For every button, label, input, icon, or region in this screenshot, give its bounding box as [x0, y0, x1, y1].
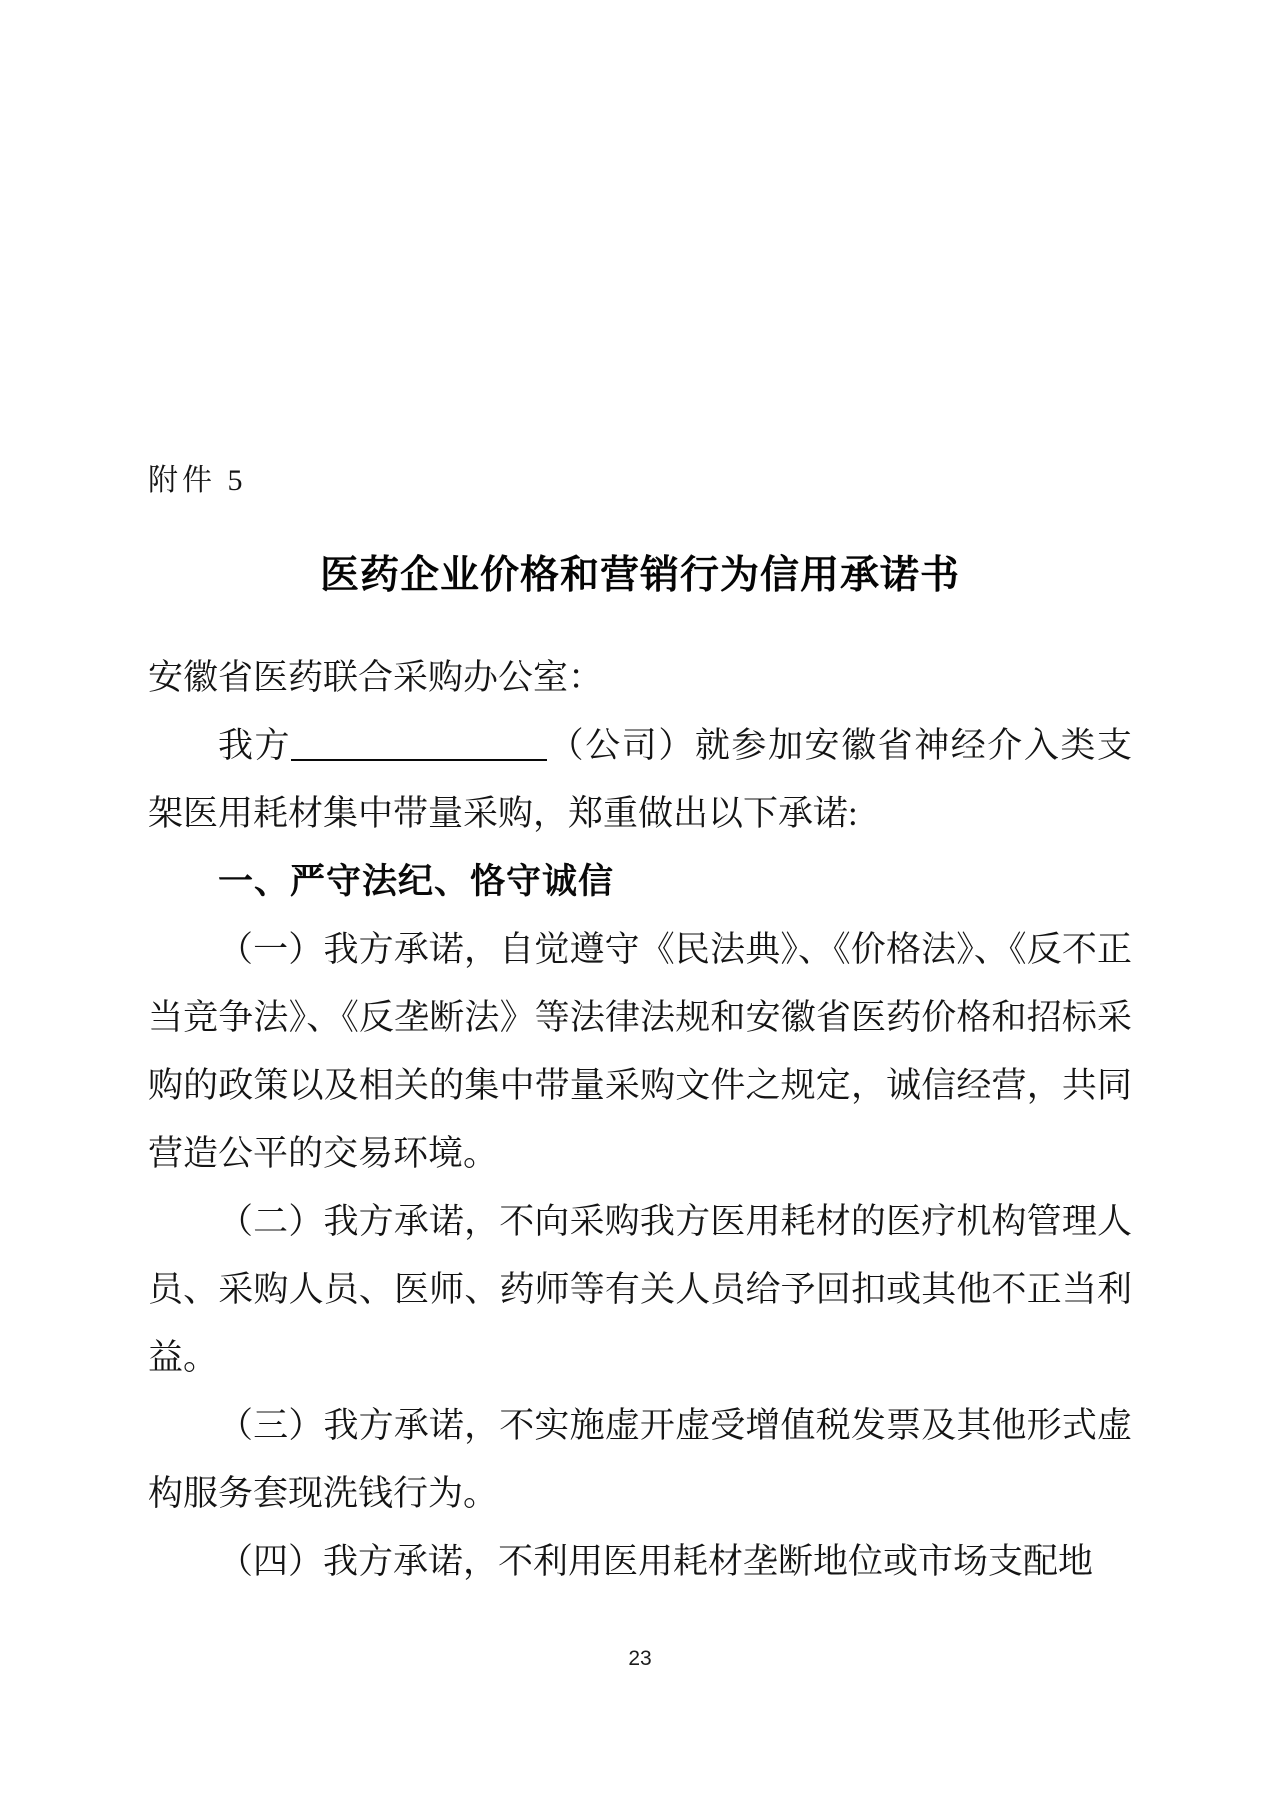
paragraph-commitment-1: （一）我方承诺，自觉遵守《民法典》、《价格法》、《反不正当竞争法》、《反垄断法》等法律法规和安徽省医药价格和招标采购的政策以及相关的集中带量采购文件之规定，诚信经营，共同营造公平的交易环境。 [148, 930, 1132, 1173]
salutation-line: 安徽省医药联合采购办公室： [148, 658, 604, 697]
opening-text-after-blank: （公司）就参加安徽省神经介入类支架医用耗材集中带量采购，郑重做出以下承诺: [148, 726, 1132, 833]
opening-text-before-blank: 我方 [218, 726, 292, 765]
section-heading: 一、严守法纪、恪守诚信 [218, 862, 615, 901]
document-body [148, 644, 1132, 1596]
paragraph-commitment-4: （四）我方承诺，不利用医用耗材垄断地位或市场支配地 [218, 1542, 1094, 1581]
attachment-label: 附件 5 [148, 464, 247, 497]
company-name-blank [291, 724, 547, 761]
opening-paragraph [148, 712, 1132, 848]
page-title: 医药企业价格和营销行为信用承诺书 [319, 554, 960, 597]
page-number: 23 [628, 1647, 652, 1670]
paragraph-commitment-3: （三）我方承诺，不实施虚开虚受增值税发票及其他形式虚构服务套现洗钱行为。 [148, 1406, 1132, 1513]
paragraph-commitment-2: （二）我方承诺，不向采购我方医用耗材的医疗机构管理人员、采购人员、医师、药师等有关人员给予回扣或其他不正当利益。 [148, 1202, 1132, 1377]
